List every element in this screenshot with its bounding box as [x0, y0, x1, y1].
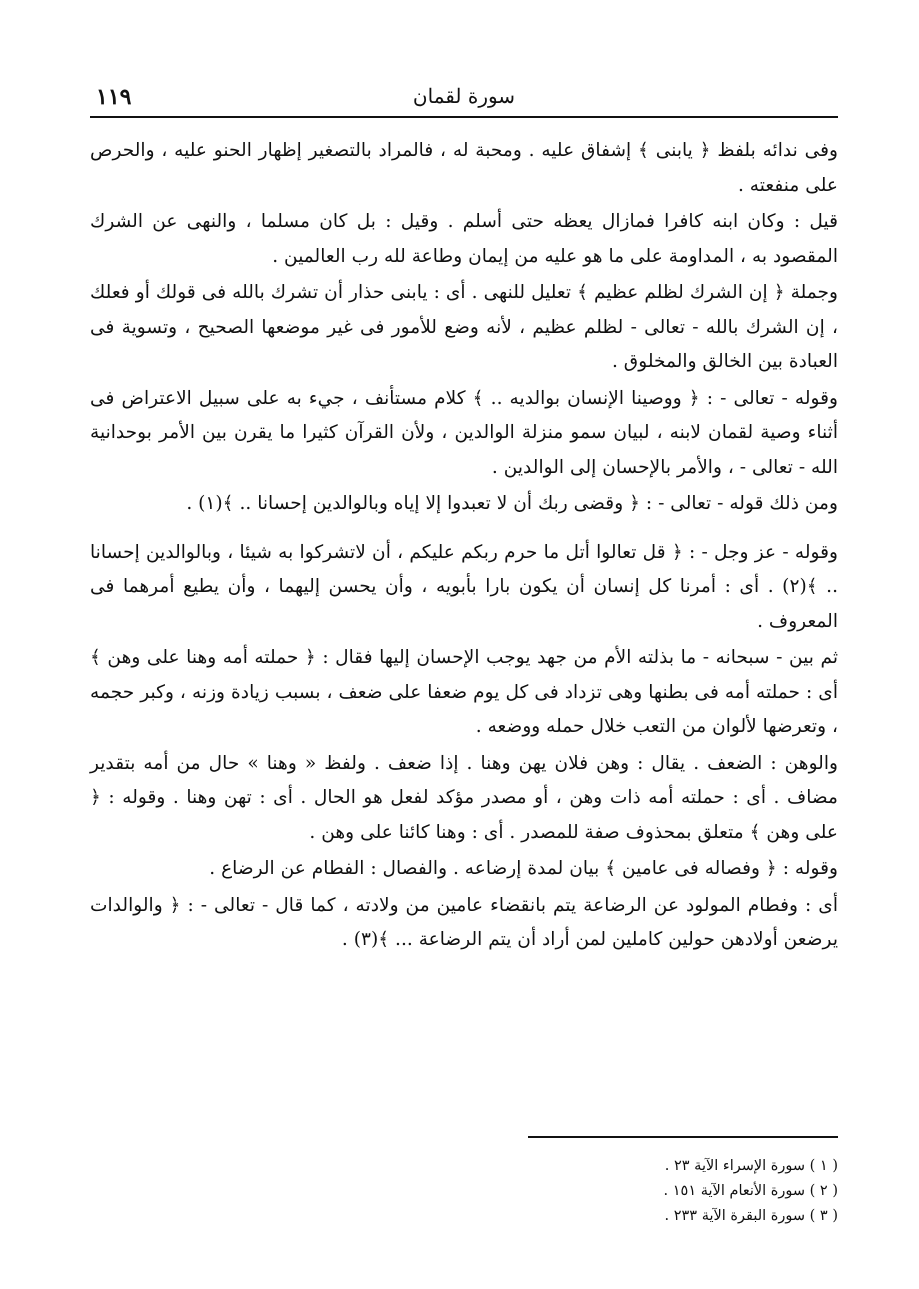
page-header	[90, 80, 838, 118]
footnote: ( ١ ) سورة الإسراء الآية ٢٣ .	[664, 1158, 838, 1174]
footnote-divider	[528, 1136, 838, 1138]
paragraph: وفى ندائه بلفظ ﴿ يابنى ﴾ إشفاق عليه . ومحبة له ، فالمراد بالتصغير إظهار الحنو عليه ، والحرص على منفعته .	[90, 140, 838, 196]
paragraph: وجملة ﴿ إن الشرك لظلم عظيم ﴾ تعليل للنهى . أى : يابنى حذار أن تشرك بالله فى قولك أو فعلك ، إن الشرك بالله - تعالى - لظلم عظيم ، لأنه وضع للأمور فى غير موضعها الصحيح ، وتسوية فى العبادة بين الخالق والمخلوق .	[90, 282, 838, 372]
paragraph: ثم بين - سبحانه - ما بذلته الأم من جهد يوجب الإحسان إليها فقال : ﴿ حملته أمه وهنا على وهن ﴾ أى : حملته أمه فى بطنها وهى تزداد فى كل يوم ضعفا على ضعف ، بسبب زيادة وزنه ، وكبر حجمه ، وتعرضها لألوان من التعب خلال حمله ووضعه .	[90, 647, 838, 737]
paragraph: وقوله - عز وجل - : ﴿ قل تعالوا أتل ما حرم ربكم عليكم ، أن لاتشركوا به شيئا ، وبالوالدين إحسانا .. ﴾(٢) . أى : أمرنا كل إنسان أن يكون بارا بأبويه ، وأن يحسن إليهما ، وأن يطيع أمرهما فى المعروف .	[90, 541, 838, 632]
footnote: ( ٢ ) سورة الأنعام الآية ١٥١ .	[663, 1183, 838, 1199]
footnote: ( ٣ ) سورة البقرة الآية ٢٣٣ .	[664, 1208, 838, 1224]
running-title: سورة لقمان	[412, 84, 516, 108]
paragraph: قيل : وكان ابنه كافرا فمازال يعظه حتى أسلم . وقيل : بل كان مسلما ، والنهى عن الشرك المقصود به ، المداومة على ما هو عليه من إيمان وطاعة لله رب العالمين .	[90, 211, 838, 267]
paragraph: والوهن : الضعف . يقال : وهن فلان يهن وهنا . إذا ضعف . ولفظ « وهنا » حال من أمه بتقدير مضاف . أى : حملته أمه ذات وهن ، أو مصدر مؤكد لفعل هو الحال . أى : تهن وهنا . وقوله : ﴿ على وهن ﴾ متعلق بمحذوف صفة للمصدر . أى : وهنا كائنا على وهن .	[90, 752, 838, 843]
footnotes	[518, 1136, 838, 1229]
page-body	[90, 134, 838, 958]
paragraph: أى : وفطام المولود عن الرضاعة يتم بانقضاء عامين من ولادته ، كما قال - تعالى - : ﴿ والوالدات يرضعن أولادهن حولين كاملين لمن أراد أن يتم الرضاعة ... ﴾(٣) .	[90, 894, 838, 950]
book-page	[90, 80, 838, 1230]
paragraph: ومن ذلك قوله - تعالى - : ﴿ وقضى ربك أن لا تعبدوا إلا إياه وبالوالدين إحسانا .. ﴾(١) .	[186, 493, 838, 514]
paragraph: وقوله - تعالى - : ﴿ ووصينا الإنسان بوالديه .. ﴾ كلام مستأنف ، جيء به على سبيل الاعتراض فى أثناء وصية لقمان لابنه ، لبيان سمو منزلة الوالدين ، ولأن القرآن كثيرا ما يقرن بين الأمر بوحدانية الله - تعالى - ، والأمر بالإحسان إلى الوالدين .	[90, 387, 838, 478]
paragraph: وقوله : ﴿ وفصاله فى عامين ﴾ بيان لمدة إرضاعه . والفصال : الفطام عن الرضاع .	[209, 858, 838, 879]
page-number: ١١٩	[96, 84, 132, 110]
